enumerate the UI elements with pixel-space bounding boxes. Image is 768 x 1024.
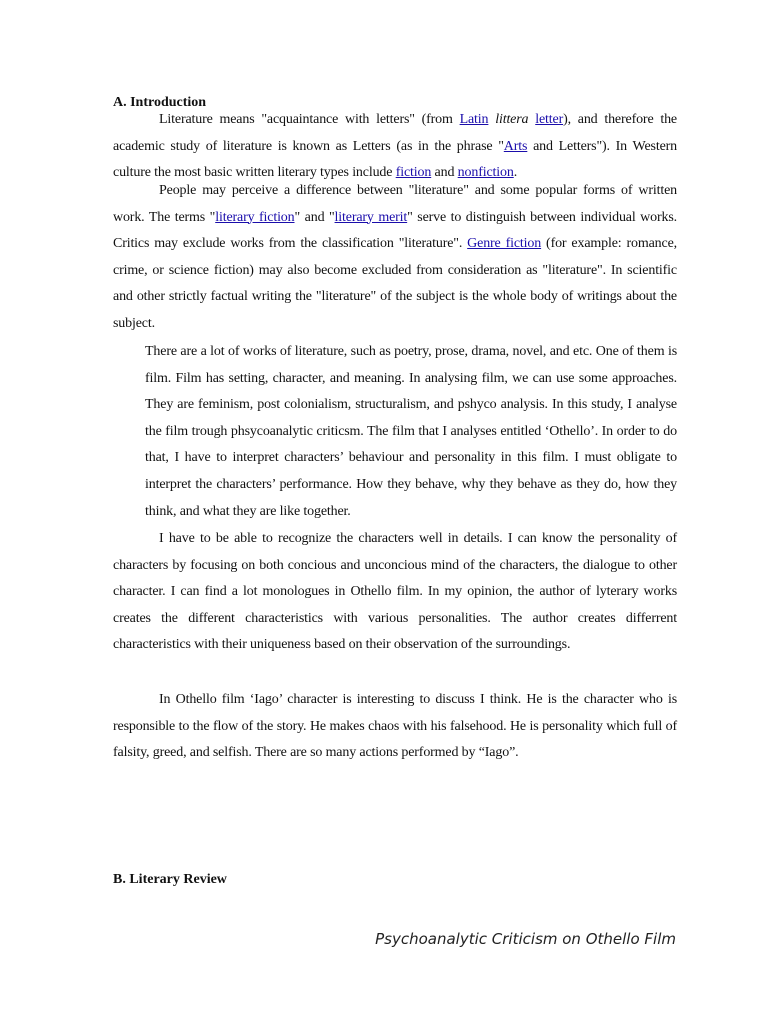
intro-paragraph-2: [113, 178, 677, 338]
fiction-link[interactable]: fiction: [395, 165, 432, 181]
intro-paragraph-3: [145, 339, 677, 525]
latin-link[interactable]: Latin: [459, 112, 489, 127]
footer-title: Psychoanalytic Criticism on Othello Film: [375, 930, 676, 948]
p2-text-3: " serve to distinguish between individual works. Critics may exclude works from the classification "literature".: [113, 209, 677, 252]
literary-fiction-link[interactable]: literary fiction: [215, 209, 295, 225]
p1-text-1: Literature means "acquaintance with letters" (from: [159, 112, 460, 127]
intro-paragraph-4: [113, 526, 677, 659]
letter-link[interactable]: letter: [535, 112, 564, 127]
section-b-heading: B. Literary Review: [113, 872, 227, 887]
p1-text-7: .: [513, 165, 518, 181]
p2-text-2: " and ": [294, 209, 335, 225]
p1-text-6: and: [431, 165, 458, 181]
nonfiction-link[interactable]: nonfiction: [457, 165, 514, 181]
section-a-heading: A. Introduction: [113, 95, 207, 110]
p5-text: In Othello film ‘Iago’ character is interesting to discuss I think. He is the character who is responsible to the flow of the story. He makes chaos with his falsehood. He is personality which full of falsity, greed, and selfish. There are so many actions performed by “Iago”.: [113, 692, 677, 761]
intro-paragraph-1: [113, 107, 677, 187]
genre-fiction-link[interactable]: Genre fiction: [467, 236, 542, 252]
p1-text-4: ), and therefore the academic study of literature is known as Letters (as in the phrase ": [113, 112, 677, 154]
littera-word: littera: [495, 112, 529, 127]
intro-paragraph-5: [113, 687, 677, 767]
p2-text-1: People may perceive a difference between "literature" and some popular forms of written work. The terms ": [113, 183, 677, 225]
literary-merit-link[interactable]: literary merit: [334, 209, 408, 225]
p4-text: I have to be able to recognize the characters well in details. I can know the personality of characters by focusing on both concious and unconcious mind of the characters, the dialogue to other character. I can find a lot monologues in Othello film. In my opinion, the author of lyterary works creates the different characteristics with various personalities. The author creates differrent characteristics with their uniqueness based on their observation of the surroundings.: [113, 531, 677, 653]
p1-text-5: and Letters"). In Western culture the most basic written literary types include: [113, 138, 677, 181]
p3-text: There are a lot of works of literature, such as poetry, prose, drama, novel, and etc. One of them is film. Film has setting, character, and meaning. In analysing film, we can use some approaches. They are feminism, post colonialism, structuralism, and pshyco analysis. In this study, I analyse the film trough phsycoanalytic criticsm. The film that I analyses entitled ‘Othello’. In order to do that, I have to interpret characters’ behaviour and personality in this film. I must obligate to interpret the characters’ performance. How they behave, why they behave as they do, how they think, and what they are like together.: [145, 344, 677, 519]
arts-link[interactable]: Arts: [503, 138, 528, 154]
p2-text-4: (for example: romance, crime, or science fiction) may also become excluded from consideration as "literature". In scientific and other strictly factual writing the "literature" of the subject is the whole body of writings about the subject.: [113, 236, 677, 331]
